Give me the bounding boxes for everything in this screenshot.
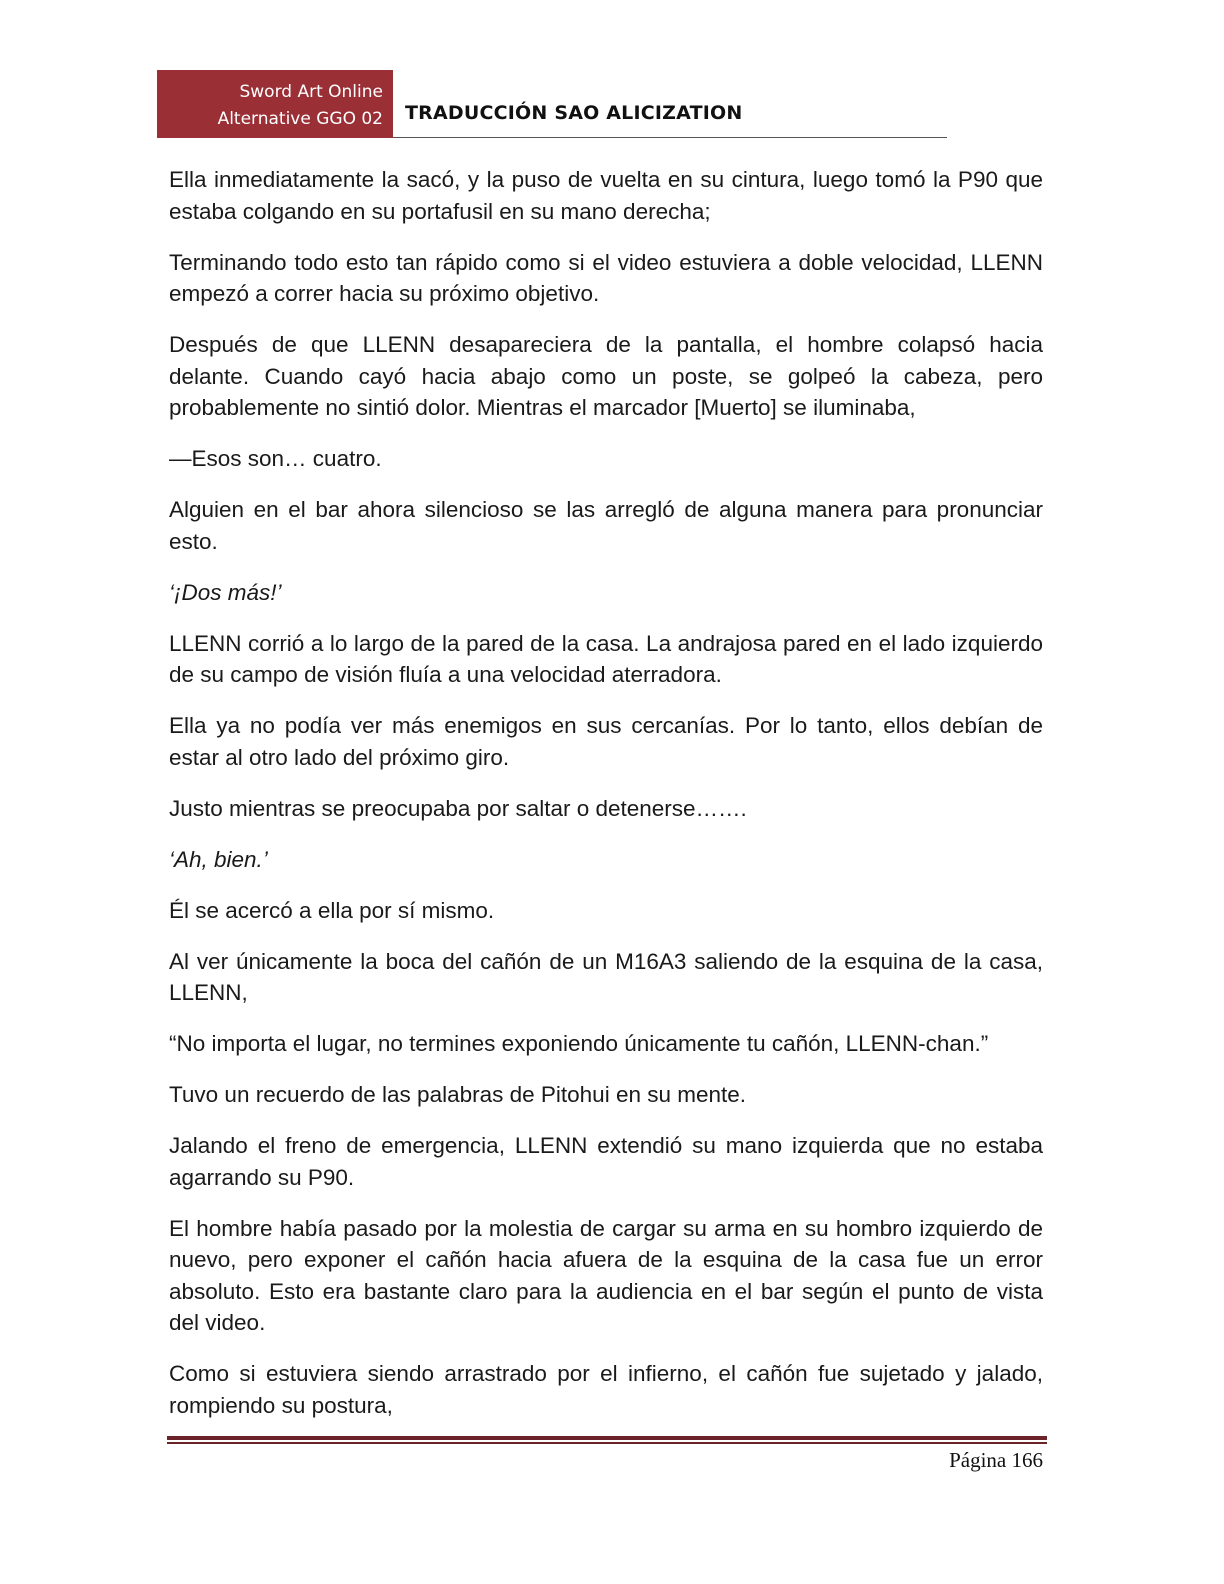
series-badge [157,70,393,138]
paragraph: —Esos son… cuatro. [169,446,382,471]
paragraph: Terminando todo esto tan rápido como si el video estuviera a doble velocidad, LLENN empezó a correr hacia su próximo objetivo. [169,249,1043,306]
series-title-line2: Alternative GGO 02 [217,109,383,129]
paragraph: Tuvo un recuerdo de las palabras de Pitohui en su mente. [169,1082,747,1107]
paragraph: Él se acercó a ella por sí mismo. [169,897,495,923]
paragraph: El hombre había pasado por la molestia de cargar su arma en su hombro izquierdo de nuevo, pero exponer el cañón hacia afuera de la esquina de la casa fue un error absoluto. Esto era bastante claro para la audiencia en el bar según el punto de vista del video. [169,1215,1043,1335]
paragraph: Después de que LLENN desapareciera de la pantalla, el hombre colapsó hacia delante. Cuando cayó hacia abajo como un poste, se golpeó la cabeza, pero probablemente no sintió dolor. Mientras el marcador [Muerto] se iluminaba, [169,332,1043,420]
paragraph: ‘¡Dos más!’ [169,579,282,605]
paragraph: Ella inmediatamente la sacó, y la puso de vuelta en su cintura, luego tomó la P90 que estaba colgando en su portafusil en su mano derecha; [169,167,1043,224]
paragraph: Ella ya no podía ver más enemigos en sus cercanías. Por lo tanto, ellos debían de estar al otro lado del próximo giro. [169,713,1043,770]
document-header-title: TRADUCCIÓN SAO ALICIZATION [405,102,743,124]
paragraph: “No importa el lugar, no termines exponiendo únicamente tu cañón, LLENN-chan.” [169,1031,989,1056]
page-body [169,164,1043,1441]
footer-divider-thick [167,1436,1047,1440]
header-divider [393,137,947,138]
paragraph: LLENN corrió a lo largo de la pared de la casa. La andrajosa pared en el lado izquierdo de su campo de visión fluía a una velocidad aterradora. [169,630,1043,687]
series-title-line1: Sword Art Online [239,82,383,102]
paragraph: Jalando el freno de emergencia, LLENN extendió su mano izquierda que no estaba agarrando su P90. [169,1133,1043,1190]
page-number: Página 166 [949,1448,1043,1472]
paragraph: Justo mientras se preocupaba por saltar o detenerse……. [169,795,747,821]
paragraph: ‘Ah, bien.’ [169,846,268,872]
paragraph: Al ver únicamente la boca del cañón de un M16A3 saliendo de la esquina de la casa, LLENN, [169,948,1043,1005]
paragraph: Como si estuviera siendo arrastrado por el infierno, el cañón fue sujetado y jalado, rompiendo su postura, [169,1361,1043,1418]
paragraph: Alguien en el bar ahora silencioso se las arregló de alguna manera para pronunciar esto. [169,497,1043,554]
footer-divider-thin [167,1442,1047,1444]
